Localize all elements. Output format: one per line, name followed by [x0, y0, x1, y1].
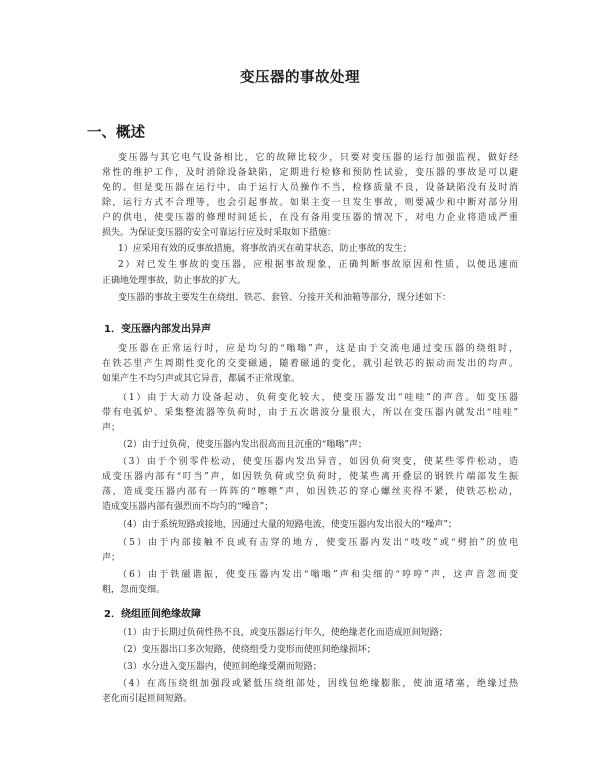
paragraph-line: 除，运行方式不合理等，也会引起事故。如果主变一旦发生事故，则要减少和中断对部分用 — [102, 198, 518, 208]
list-item: （3）水分进入变压器内，使匝间绝缘受潮而短路； — [118, 662, 322, 672]
list-item: 造成变压器内部有强烈而不均匀的“噪音”； — [102, 502, 274, 512]
paragraph-line: 损失。为保证变压器的安全可靠运行应及时采取如下措施： — [102, 228, 337, 238]
list-item: 成变压器内部有“叮当”声，如因铁负荷或空负荷时，使某些离开叠层的钢铁片端部发生振 — [102, 472, 518, 482]
list-item: 老化而引起匝间短路。 — [102, 694, 193, 704]
subsection-heading-insulation: 2．绕组匝间绝缘故障 — [104, 609, 201, 620]
subsection-heading-noise: 1．变压器内部发出异声 — [104, 324, 211, 335]
list-item: 带有电弧炉、采集整流器等负荷时，由于五次谐波分量很大，所以在变压器内就发出“哇哇” — [102, 408, 518, 418]
list-item: （1）由于大动力设备起动，负荷变化较大，使变压器发出“哇哇”的声音。如变压器 — [118, 393, 518, 403]
paragraph-line: 免的。但是变压器在运行中，由于运行人员操作不当，检修质量不良，设备缺陷没有及时消 — [102, 183, 518, 193]
list-item: （2）变压器出口多次短路，使绕组受力变形而使匝间绝缘损坏； — [118, 645, 376, 655]
list-item: （1）由于长期过负荷性热不良，或变压器运行年久，使绝缘老化而造成匝间短路； — [118, 628, 448, 638]
paragraph-line: 户的供电，使变压器的修理时间延长，在没有备用变压器的情况下，对电力企业将造成严重 — [102, 213, 518, 223]
list-item: （4）在高压绕组加强段或紧低压绕组部处，因线包绝缘膨胀，使油道堵塞，绝缘过热 — [118, 679, 518, 689]
list-item: （6）由于铁磁谐振，使变压器内发出“嗡嗡”声和尖细的“哼哼”声，这声音忽而变 — [118, 570, 518, 580]
paragraph-line: 常性的维护工作，及时消除设备缺陷，定期进行检修和预防性试验，变压器的事故是可以避 — [102, 168, 518, 178]
document-title: 变压器的事故处理 — [240, 70, 360, 86]
paragraph-line: 变压器与其它电气设备相比，它的故障比较少，只要对变压器的运行加强监视，做好经 — [118, 153, 518, 163]
list-item: 声； — [102, 553, 121, 563]
measure-item: 正确地处理事故，防止事故的扩大。 — [102, 276, 247, 286]
list-item: 粗，忽而变细。 — [102, 585, 166, 595]
paragraph-line: 在铁芯里产生周期性变化的交变磁通，随着磁通的变化，就引起铁芯的振动而发出的均声。 — [102, 359, 518, 369]
measure-item: 1）应采用有效的反事故措施，将事故消灭在萌芽状态，防止事故的发生； — [118, 244, 412, 254]
list-item: 声； — [102, 423, 121, 433]
list-item: （3）由于个别零件松动，使变压器内发出异音，如因负荷突变，使某些零件松动，造 — [118, 457, 518, 467]
summary-line: 变压器的事故主要发生在绕组、铁芯、套管、分接开关和油箱等部分，现分述如下： — [118, 293, 452, 303]
list-item: 荡，造成变压器内部有一阵阵的“嚓嚓”声，如因铁芯的穿心螺丝夹得不紧，使铁芯松动， — [102, 487, 518, 497]
list-item: （4）由于系统短路或接地，因通过大量的短路电流，使变压器内发出很大的“噪声”； — [118, 520, 457, 530]
section-heading-overview: 一、概述 — [87, 125, 145, 141]
paragraph-line: 如果产生不均匀声或其它异音，都属不正常现象。 — [102, 374, 301, 384]
paragraph-line: 变压器在正常运行时，应是均匀的“嗡嗡”声，这是由于交流电通过变压器的绕组时， — [118, 344, 518, 354]
measure-item: 2）对已发生事故的变压器，应根据事故现象，正确判断事故原因和性质，以便迅速而 — [118, 260, 518, 270]
list-item: （5）由于内部接触不良或有击穿的地方，使变压器内发出“吱吱”或“劈拍”的放电 — [118, 538, 518, 548]
list-item: （2）由于过负荷，使变压器内发出很高而且沉重的“嗡嗡”声； — [118, 440, 367, 450]
